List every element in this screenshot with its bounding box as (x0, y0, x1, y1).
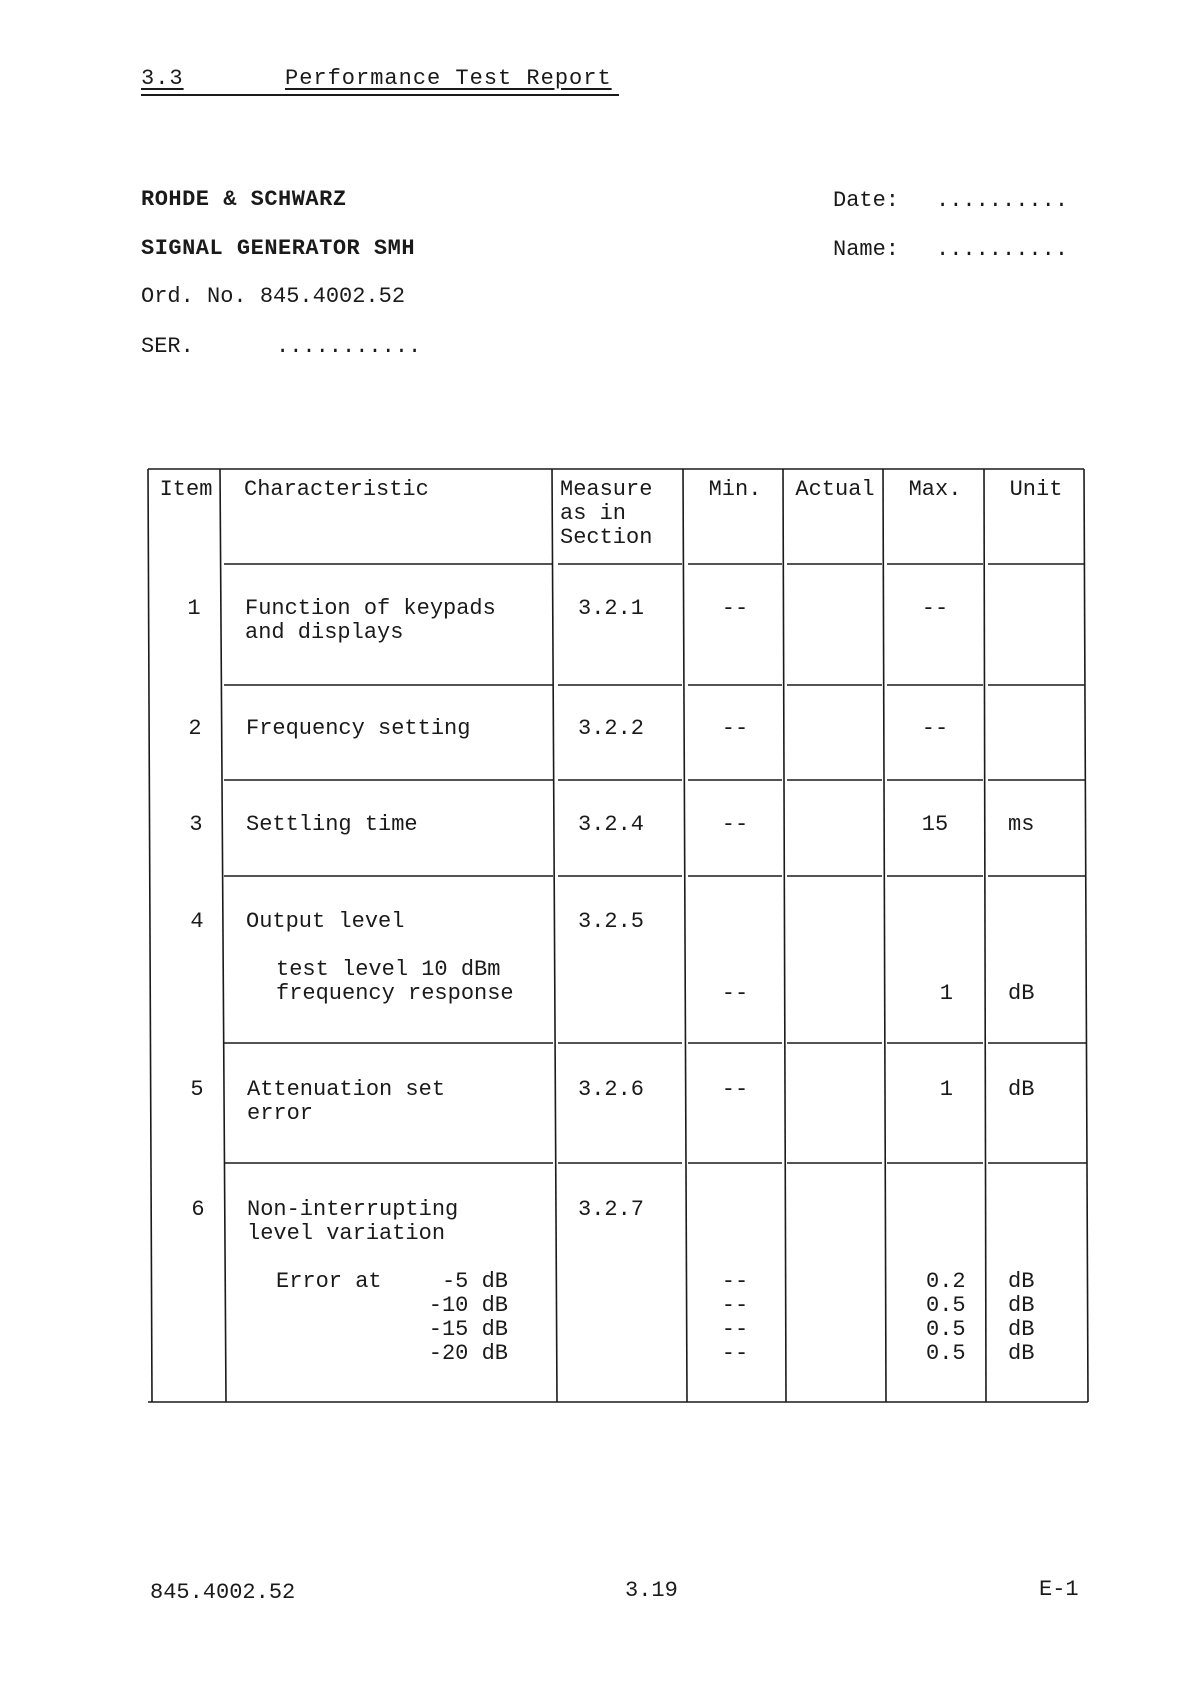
header-actual: Actual (795, 477, 875, 502)
serial-label: SER. (141, 334, 194, 359)
row3-measure: 3.2.4 (578, 812, 645, 837)
date-label: Date: (833, 188, 900, 213)
footer-page-number: 3.19 (625, 1578, 678, 1603)
serial-field[interactable]: ........... (276, 334, 422, 359)
row5-unit: dB (1008, 1077, 1035, 1102)
row6-min: -- -- -- -- (721, 1269, 749, 1366)
row2-min: -- (721, 716, 749, 741)
row1-measure: 3.2.1 (578, 596, 645, 621)
row2-characteristic: Frequency setting (246, 716, 471, 741)
row1-item: 1 (187, 596, 201, 621)
section-title: Performance Test Report (285, 66, 612, 91)
section-number: 3.3 (141, 66, 184, 91)
row2-measure: 3.2.2 (578, 716, 645, 741)
row3-characteristic: Settling time (246, 812, 418, 837)
row4-characteristic: Output level (246, 909, 405, 934)
row3-item: 3 (189, 812, 203, 837)
header-min: Min. (708, 477, 762, 502)
row1-characteristic: Function of keypads and displays (245, 596, 496, 645)
row4-unit: dB (1008, 981, 1035, 1006)
row6-measure: 3.2.7 (578, 1197, 645, 1222)
row3-unit: ms (1008, 812, 1035, 837)
row2-max: -- (921, 716, 949, 741)
header-max: Max. (908, 477, 962, 502)
order-number: Ord. No. 845.4002.52 (141, 284, 406, 309)
row5-measure: 3.2.6 (578, 1077, 645, 1102)
row4-subtext: test level 10 dBm frequency response (276, 957, 514, 1006)
date-field[interactable]: .......... (936, 188, 1069, 213)
row3-max: 15 (921, 812, 949, 837)
row6-characteristic: Non-interrupting level variation (247, 1197, 459, 1246)
row4-item: 4 (190, 909, 204, 934)
row4-max: 1 (939, 981, 953, 1006)
name-label: Name: (833, 237, 900, 262)
row3-min: -- (721, 812, 749, 837)
header-item: Item (159, 477, 213, 502)
row2-item: 2 (188, 716, 202, 741)
row5-characteristic: Attenuation set error (247, 1077, 446, 1126)
row5-item: 5 (190, 1077, 204, 1102)
row5-min: -- (721, 1077, 749, 1102)
row4-measure: 3.2.5 (578, 909, 645, 934)
row6-error-label: Error at (276, 1269, 382, 1294)
company-name: ROHDE & SCHWARZ (141, 187, 347, 212)
row1-max: -- (921, 596, 949, 621)
row1-min: -- (721, 596, 749, 621)
row5-max: 1 (939, 1077, 953, 1102)
footer-edition: E-1 (1039, 1577, 1079, 1602)
name-field[interactable]: .......... (936, 237, 1069, 262)
header-measure: Measure as in Section (560, 477, 653, 550)
row6-unit: dB dB dB dB (1008, 1269, 1035, 1366)
row6-max: 0.2 0.5 0.5 0.5 (926, 1269, 966, 1366)
row4-min: -- (721, 981, 749, 1006)
header-unit: Unit (1009, 477, 1063, 502)
row6-error-values: -5 dB -10 dB -15 dB -20 dB (428, 1269, 508, 1366)
footer-order-number: 845.4002.52 (150, 1580, 296, 1605)
product-name: SIGNAL GENERATOR SMH (141, 236, 416, 261)
header-characteristic: Characteristic (244, 477, 429, 502)
row6-item: 6 (191, 1197, 205, 1222)
